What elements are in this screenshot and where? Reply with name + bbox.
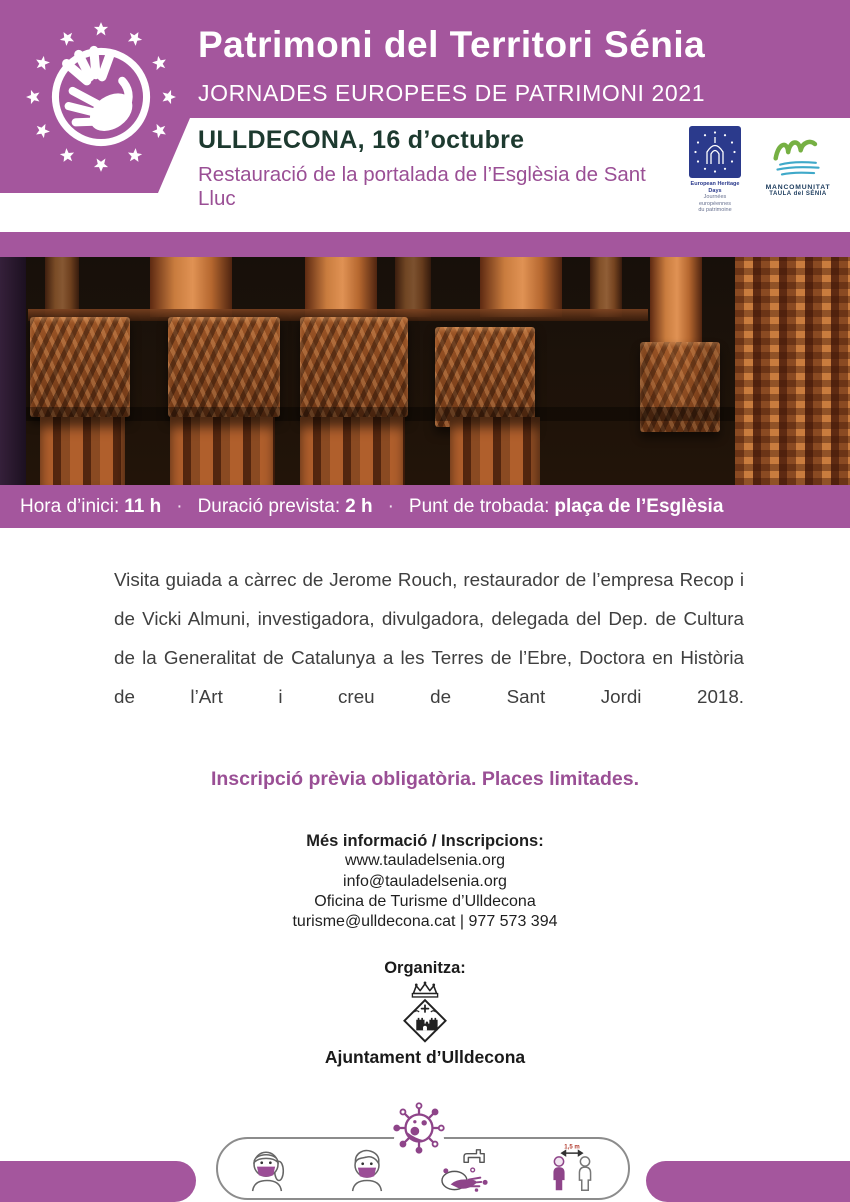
mancomunitat-taula-senia-logo xyxy=(762,128,834,197)
photo-column xyxy=(150,257,232,317)
organizer-name: Ajuntament d’Ulldecona xyxy=(324,1047,526,1067)
event-info-bar xyxy=(0,485,850,528)
portal-stone-carving-photo xyxy=(0,257,850,485)
event-place-date: ULLDECONA, 16 d’octubre xyxy=(198,126,525,154)
photo-carved-column xyxy=(735,257,850,485)
photo-column xyxy=(45,257,79,317)
contact-office: Oficina de Turisme d’Ulldecona xyxy=(314,892,536,910)
contact-phone-line: turisme@ulldecona.cat | 977 573 394 xyxy=(292,913,558,931)
contact-email: info@tauladelsenia.org xyxy=(343,872,507,890)
ulldecona-coat-of-arms-icon xyxy=(390,980,460,1044)
bottom-purple-band-right xyxy=(646,1161,850,1202)
ehd-caption-line2: Journées européennes xyxy=(698,194,732,207)
photo-left-edge xyxy=(0,257,26,485)
poster-subtitle: JORNADES EUROPEES DE PATRIMONI 2021 xyxy=(198,80,706,106)
start-time-value: 11 h xyxy=(124,495,162,517)
duration-label: Duració prevista: xyxy=(197,495,341,517)
distance-label: 1,5 m xyxy=(564,1144,580,1151)
mancomunitat-m-icon xyxy=(766,128,830,178)
photo-colonettes xyxy=(450,417,540,485)
event-title: Restauració de la portalada de l’Esglèsia de Sant Lluc xyxy=(198,163,646,210)
poster-title: Patrimoni del Territori Sénia xyxy=(198,24,706,65)
registration-notice: Inscripció prèvia obligatòria. Places limitades. xyxy=(210,768,640,790)
duration-value: 2 h xyxy=(345,495,373,517)
photo-column xyxy=(395,257,431,317)
separator-dot: · xyxy=(176,495,183,517)
photo-colonettes xyxy=(170,417,275,485)
event-description: Visita guiada a càrrec de Jerome Rouch, restaurador de l’empresa Recop i de Vicki Almuni, investigadora, divulgadora, delegada del Dep. de Cultura de la Generalitat de Catalunya a les Terres de l’Ebre, Doctora en Història de l’Art i creu de Sant Jordi 2018. xyxy=(114,569,744,707)
social-distancing-icon xyxy=(546,1141,598,1195)
photo-column xyxy=(590,257,622,317)
mancomunitat-line1: MANCOMUNITAT xyxy=(765,184,831,191)
european-heritage-days-logo xyxy=(688,126,742,214)
separator-dot: · xyxy=(387,495,394,517)
ehd-caption-line3: du patrimoine xyxy=(698,207,732,213)
european-heritage-hands-logo-icon xyxy=(20,16,182,178)
meeting-point-label: Punt de trobada: xyxy=(408,495,550,517)
ehd-blue-box-icon xyxy=(689,126,741,178)
photo-capital xyxy=(300,317,408,417)
photo-capital xyxy=(168,317,280,417)
photo-colonettes xyxy=(300,417,405,485)
contact-heading: Més informació / Inscripcions: xyxy=(306,832,544,850)
bottom-purple-band-left xyxy=(0,1161,196,1202)
contact-block xyxy=(0,831,850,932)
photo-capital xyxy=(30,317,130,417)
photo-column xyxy=(480,257,562,317)
purple-divider-bar xyxy=(0,232,850,257)
organizer-label: Organitza: xyxy=(384,959,466,977)
mancomunitat-line2: TAULA del SÉNIA xyxy=(769,191,827,197)
meeting-point-value: plaça de l’Esglèsia xyxy=(554,495,724,517)
woman-face-mask-icon xyxy=(244,1146,290,1192)
photo-colonettes xyxy=(40,417,125,485)
photo-shadow xyxy=(0,407,850,421)
contact-website: www.tauladelsenia.org xyxy=(344,852,506,870)
start-time-label: Hora d’inici: xyxy=(20,495,120,517)
man-face-mask-icon xyxy=(344,1146,390,1192)
photo-column xyxy=(305,257,377,317)
hand-washing-icon xyxy=(438,1146,492,1192)
ehd-caption-line1: European Heritage Days xyxy=(690,181,740,194)
